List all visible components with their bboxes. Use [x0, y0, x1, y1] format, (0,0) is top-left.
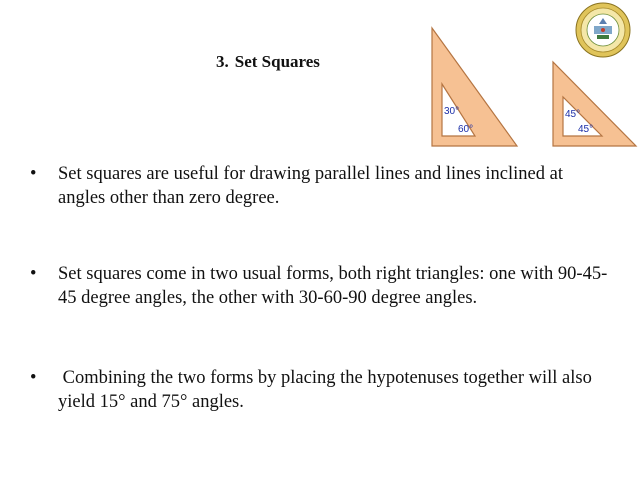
university-seal-icon — [573, 2, 633, 58]
section-number: 3. — [216, 52, 229, 71]
bullet-dot: • — [30, 264, 37, 284]
angle-label-60: 60° — [458, 124, 474, 135]
angle-label-45-right: 45° — [578, 124, 594, 135]
set-square-45-45-90 — [553, 62, 636, 146]
angle-label-30: 30° — [444, 106, 460, 117]
bullet-item — [30, 262, 610, 310]
set-squares-illustration — [0, 0, 638, 160]
set-square-30-60-90 — [432, 28, 517, 146]
bullet-dot: • — [30, 368, 37, 388]
bullet-text: Combining the two forms by placing the hypotenuses together will also yield 15° and 75° angles. — [58, 368, 597, 412]
bullet-item — [30, 162, 610, 210]
angle-label-45-left: 45° — [565, 109, 581, 120]
title-text: Set Squares — [234, 52, 320, 71]
bullet-text: Set squares come in two usual forms, both right triangles: one with 90-45-45 degree angles, the other with 30-60-90 degree angles. — [58, 264, 608, 308]
set-square-45-shape — [553, 62, 636, 146]
set-square-30-60-shape — [432, 28, 517, 146]
bullet-item — [30, 366, 610, 414]
bullet-text: Set squares are useful for drawing parallel lines and lines inclined at angles other than zero degree. — [58, 164, 563, 208]
bullet-dot: • — [30, 164, 37, 184]
